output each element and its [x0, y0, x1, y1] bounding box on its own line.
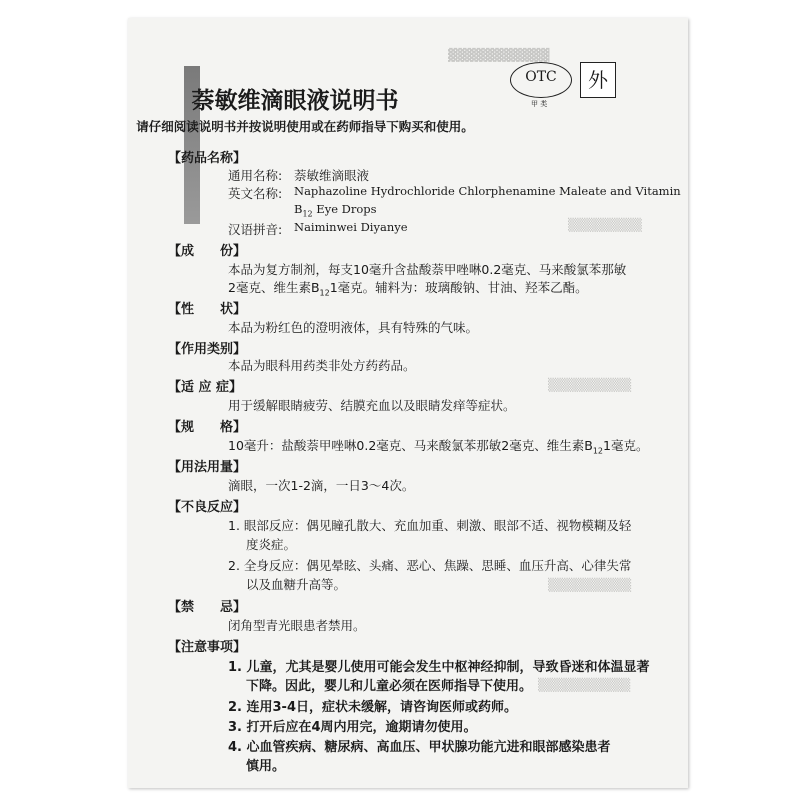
- contraindications-text: 闭角型青光眼患者禁用。: [228, 618, 366, 633]
- section-heading-category: 【作用类别】: [168, 342, 247, 357]
- pinyin-label: 汉语拼音:: [228, 222, 283, 237]
- english-name-label: 英文名称:: [228, 186, 283, 201]
- precaution-item4-line2: 慎用。: [246, 759, 286, 774]
- external-use-badge: 外: [580, 62, 616, 98]
- page-title: 萘敏维滴眼液说明书: [191, 88, 399, 114]
- appearance-text: 本品为粉红色的澄明液体，具有特殊的气味。: [228, 320, 479, 335]
- english-name-value-line2: $B_{12}$ Eye Drops: [294, 202, 377, 219]
- precaution-item3: 3. 打开后应在4周内用完，逾期请勿使用。: [228, 720, 477, 735]
- precaution-item2: 2. 连用3-4日，症状未缓解，请咨询医师或药师。: [228, 700, 517, 715]
- ingredients-line2: 2毫克、维生素$B_{12}1$毫克。辅料为：玻璃酸钠、甘油、羟苯乙酯。: [228, 280, 588, 298]
- precaution-item1-line1: 1. 儿童，尤其是婴儿使用可能会发生中枢神经抑制，导致昏迷和体温显著: [228, 660, 650, 675]
- adverse-item1-line1: 1. 眼部反应：偶见瞳孔散大、充血加重、刺激、眼部不适、视物模糊及轻: [228, 518, 632, 533]
- section-heading-precautions: 【注意事项】: [168, 640, 247, 655]
- section-heading-indications: 【适 应 症】: [168, 380, 243, 395]
- pinyin-value: Naiminwei Diyanye: [294, 220, 408, 234]
- english-name-value-line1: Naphazoline Hydrochloride Chlorphenamine Maleate and Vitamin: [294, 184, 681, 198]
- adverse-item2-line2: 以及血糖升高等。: [246, 577, 347, 592]
- section-heading-adverse: 【不良反应】: [168, 500, 247, 515]
- ingredients-line1: 本品为复方制剂，每支10毫升含盐酸萘甲唑啉0.2毫克、马来酸氯苯那敏: [228, 262, 627, 277]
- adverse-item1-line2: 度炎症。: [246, 537, 297, 552]
- section-heading-appearance: 【性 状】: [168, 302, 247, 317]
- precaution-item4-line1: 4. 心血管疾病、糖尿病、高血压、甲状腺功能亢进和眼部感染患者: [228, 740, 611, 755]
- generic-name-label: 通用名称:: [228, 168, 283, 183]
- section-heading-dosage: 【用法用量】: [168, 460, 247, 475]
- specification-text: 10毫升：盐酸萘甲唑啉0.2毫克、马来酸氯苯那敏2毫克、维生素$B_{12}1$毫克。: [228, 438, 649, 456]
- bleed-through-text: ▒▒▒▒▒▒▒▒: [568, 218, 642, 232]
- dosage-text: 滴眼，一次1-2滴，一日3～4次。: [228, 478, 415, 493]
- bleed-through-text: ▒▒▒▒▒▒▒▒▒: [548, 578, 632, 592]
- page-subtitle: 请仔细阅读说明书并按说明使用或在药师指导下购买和使用。: [136, 119, 474, 134]
- section-heading-ingredients: 【成 份】: [168, 244, 247, 259]
- otc-class-label: 甲 类: [531, 100, 548, 108]
- bleed-through-text: ▒▒▒▒▒▒▒▒▒: [548, 378, 632, 392]
- precaution-item1-line2: 下降。因此，婴儿和儿童必须在医师指导下使用。: [246, 679, 533, 694]
- section-heading-specification: 【规 格】: [168, 420, 247, 435]
- bleed-through-text: ▒▒▒▒▒▒▒▒▒▒: [538, 678, 631, 692]
- adverse-item2-line1: 2. 全身反应：偶见晕眩、头痛、恶心、焦躁、思睡、血压升高、心律失常: [228, 558, 632, 573]
- otc-label: OTC: [525, 69, 557, 85]
- otc-badge: [510, 62, 572, 98]
- section-heading-contraindications: 【禁 忌】: [168, 600, 247, 615]
- category-text: 本品为眼科用药类非处方药药品。: [228, 358, 416, 373]
- indications-text: 用于缓解眼睛疲劳、结膜充血以及眼睛发痒等症状。: [228, 398, 516, 413]
- generic-name-value: 萘敏维滴眼液: [294, 168, 370, 183]
- bleed-through-text: ▓▓▓▓▓▓▓▓▓▓▓: [448, 48, 550, 62]
- section-heading-name: 【药品名称】: [168, 151, 247, 166]
